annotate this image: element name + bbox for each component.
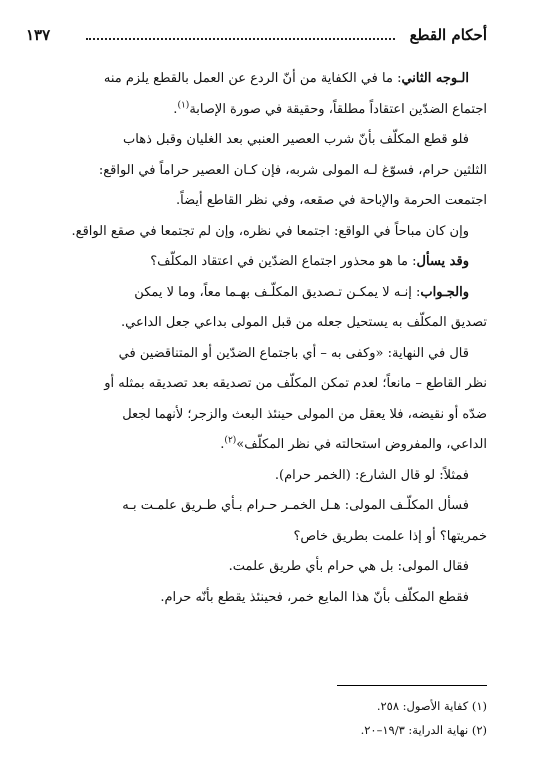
main-text (26, 64, 487, 613)
running-title: أحكام القطع (409, 26, 487, 44)
footnote: (١) كفاية الأصول: ٢٥٨. (376, 699, 487, 713)
text-line: اجتمعت الحرمة والإباحة في صقعه، وفي نظر القاطع أيضاً. (176, 193, 487, 208)
question-lead: وقد يسأل (416, 254, 469, 269)
text-line: وإن كان مباحاً في الواقع: اجتمعا في نظره، وإن لم تجتمعا في صقع الواقع. (71, 223, 469, 239)
answer-lead: والجـواب (420, 284, 469, 300)
text-line: الداعي، والمفروض استحالته في نظر المكلّف»$^{(٢)}$. (220, 435, 487, 452)
text-line: نظر القاطع – مانعاً؛ لعدم تمكن المكلّف من تصديقه بعد تصديقه بمثله أو (104, 376, 487, 391)
text-line: الثلثين حرام، فسوّغ لـه المولى شربه، فإن كـان العصير حراماً في الواقع: (98, 162, 487, 178)
text-line: فمثلاً: لو قال الشارع: (الخمر حرام). (274, 467, 469, 483)
text-line: خمريتها؟ أو إذا علمت بطريق خاص؟ (293, 528, 487, 544)
footnote-ref: (٢) (224, 435, 237, 446)
footnote-ref: (١) (177, 100, 190, 111)
text-line: وقد يسأل: ما هو محذور اجتماع الضدّين في اعتقاد المكلّف؟ (150, 254, 469, 269)
leader-dots (86, 38, 395, 40)
text-line: فلو قطع المكلّف بأنّ شرب العصير العنبي بعد الغليان وقبل ذهاب (123, 132, 469, 147)
text-line: قال في النهاية: «وكفى به – أي باجتماع الضدّين أو المتناقضين في (118, 345, 469, 361)
text-line: فسأل المكلّـف المولى: هـل الخمـر حـرام بـأي طـريق علمـت بـه (122, 498, 469, 513)
footnote: (٢) نهاية الدراية: ١٩/٣–٢٠. (360, 723, 487, 737)
page-number: ١٣٧ (26, 26, 51, 44)
page-header (26, 20, 487, 50)
section-heading: الـوجه الثاني (401, 71, 469, 86)
text-line: ضدّه أو نقيضه، فلا يعقل من المولى حينئذ البعث والزجر؛ لأنهما لجعل (122, 406, 487, 422)
footnote-separator (337, 685, 487, 686)
text-line: فقال المولى: بل هي حرام بأي طريق علمت. (228, 559, 469, 574)
text-line: الـوجه الثاني: ما في الكفاية من أنّ الردع عن العمل بالقطع يلزم منه (103, 71, 469, 86)
text-line: والجـواب: إنـه لا يمكـن تـصديق المكلّـف بهـما معاً، وما لا يمكن (134, 284, 469, 300)
text-line: فقطع المكلّف بأنّ هذا المايع خمر، فحينئذ يقطع بأنّه حرام. (160, 589, 469, 605)
text-line: تصديق المكلّف به يستحيل جعله من قبل المولى بداعي جعل الداعي. (121, 315, 487, 330)
footnotes (26, 694, 487, 742)
text-line: اجتماع الضدّين اعتقاداً مطلقاً، وحقيقة في صورة الإصابة$^{(١)}$. (173, 100, 487, 117)
